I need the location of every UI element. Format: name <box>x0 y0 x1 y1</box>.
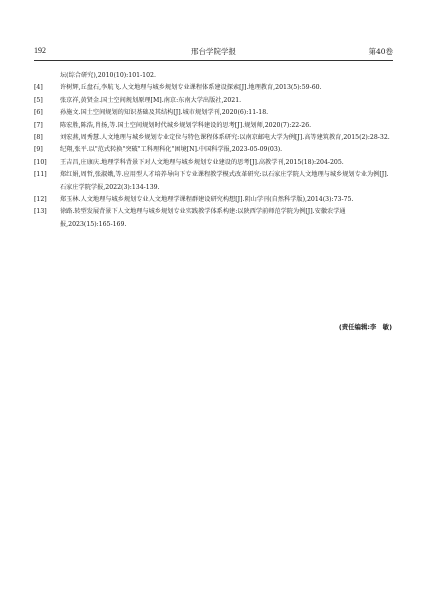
reference-number: [8] <box>34 134 43 142</box>
reference-item <box>34 194 393 206</box>
reference-number: [7] <box>34 121 43 129</box>
page-number: 192 <box>34 46 46 55</box>
reference-number: [9] <box>34 146 43 154</box>
running-header <box>34 44 393 58</box>
reference-item <box>34 95 393 107</box>
volume-label: 第40卷 <box>368 47 393 56</box>
editor-note: (责任编辑:李 敏) <box>338 323 392 331</box>
reference-number: [13] <box>34 208 47 216</box>
reference-text: 王吉昌,庄康庆.地理学科背景下对人文地理与城乡规划专业建设的思考[J].高教学刊,2015(18):204-205. <box>60 158 344 166</box>
reference-text: 陈宏胜,陈浩,肖扬,等.国土空间规划时代城乡规划学科建设的思考[J].规划师,2020(7):22-26. <box>60 121 312 129</box>
reference-continuation: 坛(综合研究),2010(10):101-102. <box>60 72 156 79</box>
reference-item <box>34 169 393 194</box>
reference-number: [4] <box>34 84 43 92</box>
reference-item <box>34 157 393 169</box>
reference-item <box>34 144 393 156</box>
reference-number: [5] <box>34 96 43 104</box>
reference-text: 徐路.转型发展背景下人文地理与城乡规划专业实践教学体系构建:以陕西学前师范学院为例[J].安徽农学通报,2023(15):165-169. <box>60 208 346 228</box>
reference-text: 郑红娟,周哲,张淑娥,等.应用型人才培养导向下专业课程教学模式改革研究:以石家庄学院人文地理与城乡规划专业为例[J].石家庄学院学报,2022(3):134-139. <box>60 171 389 191</box>
reference-text: 刘宏燕,周秀慧.人文地理与城乡规划专业定位与特色课程体系研究:以南京邮电大学为例[J].高等建筑教育,2015(2):28-32. <box>60 134 390 142</box>
reference-number: [12] <box>34 196 47 204</box>
reference-text: 孙施文.国土空间规划的知识基础及其结构[J].城市规划学刊,2020(6):11-18. <box>60 109 269 117</box>
reference-item <box>34 82 393 94</box>
reference-item <box>34 132 393 144</box>
reference-number: [6] <box>34 109 43 117</box>
reference-item <box>34 120 393 132</box>
reference-number: [10] <box>34 158 47 166</box>
reference-text: 许树辉,丘盘石,李航飞.人文地理与城乡规划专业课程体系建设探索[J].地理教育,2013(5):59-60. <box>60 84 322 92</box>
reference-item <box>34 107 393 119</box>
reference-text: 纪翔,张平.以"范式转换"突破"工科理科化"困境[N].中国科学报,2023-05-09(03). <box>60 146 283 154</box>
journal-name: 邢台学院学报 <box>191 47 236 56</box>
reference-item <box>34 206 393 231</box>
reference-text: 郑玉林.人文地理与城乡规划专业人文地理学课程群建设研究构想[J].阴山学刊(自然科学版),2014(3):73-75. <box>60 196 354 204</box>
header-rule <box>34 60 393 61</box>
reference-text: 张京祥,黄贤金.国土空间规划原理[M].南京:东南大学出版社,2021. <box>60 96 242 104</box>
reference-number: [11] <box>34 171 47 179</box>
reference-list <box>34 70 393 231</box>
